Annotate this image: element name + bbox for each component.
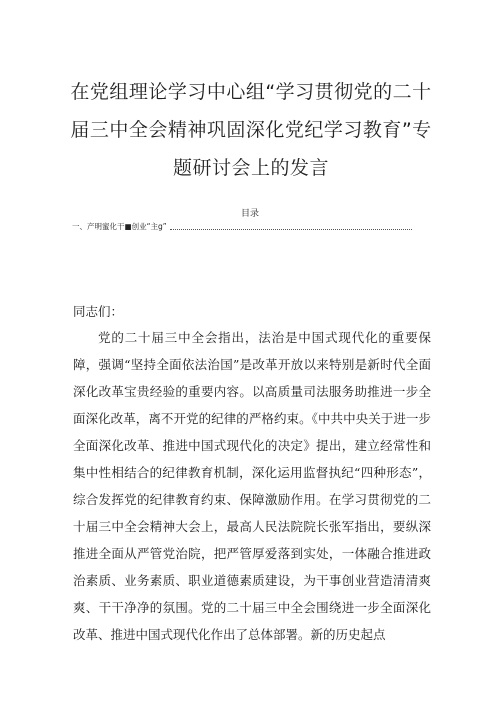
- body-paragraph: 党的二十届三中全会指出，法治是中国式现代化的重要保障，强调“坚持全面依法治国”是改革开放以来特别是新时代全面深化改革宝贵经验的重要内容。以高质量司法服务助推进一步全面深化改革，离不开党的纪律的严格约束。《中共中央关于进一步全面深化改革、推进中国式现代化的决定》提出，建立经常性和集中性相结合的纪律教育机制，深化运用监督执纪“四种形态”，综合发挥党的纪律教育约束、保障激励作用。在学习贯彻党的二十届三中全会精神大会上，最高人民法院院长张军指出，要纵深推进全面从严管党治院，把严管厚爱落到实处，一体融合推进政治素质、业务素质、职业道德素质建设，为干事创业营造清清爽爽、干干净净的氛围。党的二十届三中全会围绕进一步全面深化改革、推进中国式现代化作出了总体部署。新的历史起点: [73, 330, 431, 642]
- toc-heading: 目录: [240, 209, 259, 219]
- toc-entry[interactable]: [72, 221, 412, 232]
- document-title: 在党组理论学习中心组“学习贯彻党的二十届三中全会精神巩固深化党纪学习教育”专题研讨会上的发言: [70, 81, 432, 179]
- toc-entry-label: 一、产明蜜化干■创业“主g”: [72, 222, 167, 231]
- toc-leader-dots: [170, 228, 412, 230]
- salutation: 同志们：: [73, 304, 124, 319]
